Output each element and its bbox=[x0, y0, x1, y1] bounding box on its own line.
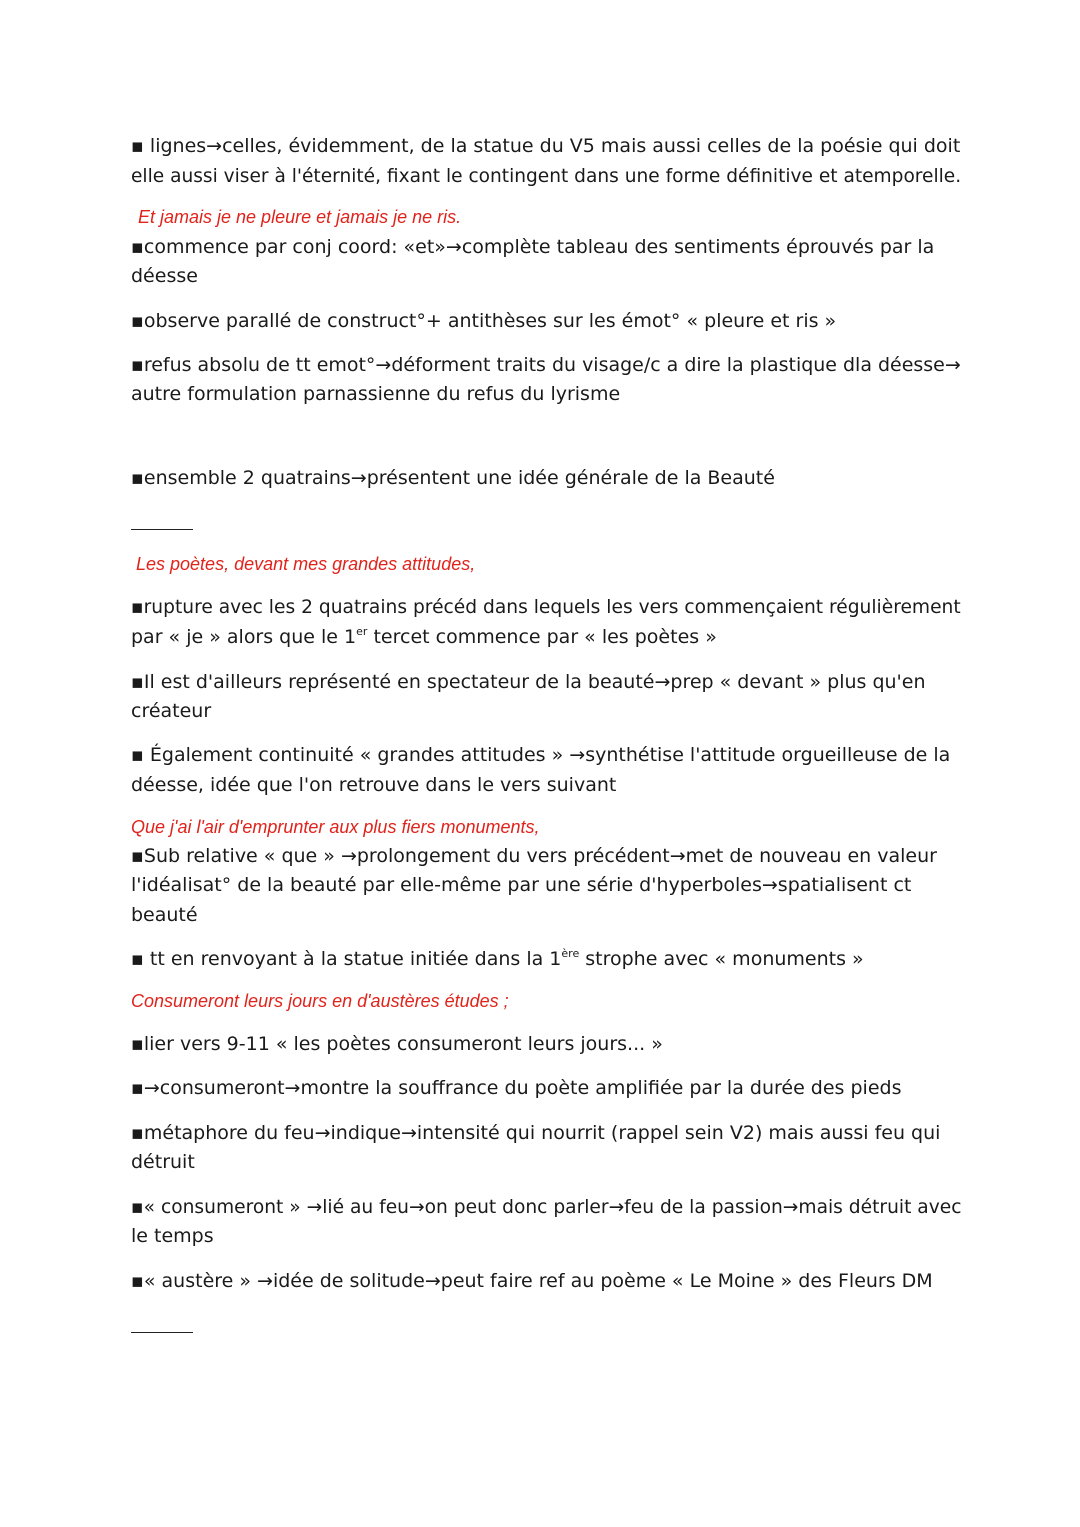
note-line: ▪refus absolu de tt emot°→déforment traits du visage/c a dire la plastique dla déesse→ bbox=[131, 354, 961, 376]
verse-quote: Et jamais je ne pleure et jamais je ne ris. bbox=[138, 207, 462, 227]
note-line: déesse bbox=[131, 265, 198, 287]
note-line: ▪lier vers 9-11 « les poètes consumeront leurs jours... » bbox=[131, 1033, 663, 1055]
verse-quote: Que j'ai l'air d'emprunter aux plus fiers monuments, bbox=[131, 817, 540, 837]
note-line: le temps bbox=[131, 1225, 214, 1247]
note-line: ▪observe parallé de construct°+ antithèses sur les émot° « pleure et ris » bbox=[131, 310, 837, 332]
note-line: ▪ tt en renvoyant à la statue initiée dans la 1ère strophe avec « monuments » bbox=[131, 947, 864, 970]
verse-quote: Consumeront leurs jours en d'austères études ; bbox=[131, 991, 509, 1011]
section-divider bbox=[131, 1332, 193, 1333]
note-line: autre formulation parnassienne du refus du lyrisme bbox=[131, 383, 621, 405]
note-line: par « je » alors que le 1er tercet commence par « les poètes » bbox=[131, 625, 717, 648]
note-line: créateur bbox=[131, 700, 212, 722]
note-line: ▪Sub relative « que » →prolongement du vers précédent→met de nouveau en valeur bbox=[131, 845, 937, 867]
note-line: ▪Il est d'ailleurs représenté en spectateur de la beauté→prep « devant » plus qu'en bbox=[131, 671, 926, 693]
note-line: elle aussi viser à l'éternité, fixant le contingent dans une forme définitive et atemporelle. bbox=[131, 165, 962, 187]
note-line: ▪→consumeront→montre la souffrance du poète amplifiée par la durée des pieds bbox=[131, 1077, 902, 1099]
note-line: ▪métaphore du feu→indique→intensité qui nourrit (rappel sein V2) mais aussi feu qui bbox=[131, 1122, 941, 1144]
verse-quote: Les poètes, devant mes grandes attitudes, bbox=[136, 554, 476, 574]
note-line: ▪ lignes→celles, évidemment, de la statue du V5 mais aussi celles de la poésie qui doit bbox=[131, 135, 961, 157]
note-line: ▪commence par conj coord: «et»→complète tableau des sentiments éprouvés par la bbox=[131, 236, 935, 258]
note-line: déesse, idée que l'on retrouve dans le vers suivant bbox=[131, 774, 617, 796]
note-line: détruit bbox=[131, 1151, 195, 1173]
note-line: l'idéalisat° de la beauté par elle-même par une série d'hyperboles→spatialisent ct bbox=[131, 874, 912, 896]
note-line: ▪rupture avec les 2 quatrains précéd dans lequels les vers commençaient régulièrement bbox=[131, 596, 961, 618]
section-divider bbox=[131, 529, 193, 530]
note-line: ▪« consumeront » →lié au feu→on peut donc parler→feu de la passion→mais détruit avec bbox=[131, 1196, 962, 1218]
note-line: ▪ Également continuité « grandes attitudes » →synthétise l'attitude orgueilleuse de la bbox=[131, 744, 951, 766]
note-line: beauté bbox=[131, 904, 198, 926]
note-line: ▪« austère » →idée de solitude→peut faire ref au poème « Le Moine » des Fleurs DM bbox=[131, 1270, 933, 1292]
note-line: ▪ensemble 2 quatrains→présentent une idée générale de la Beauté bbox=[131, 467, 775, 489]
